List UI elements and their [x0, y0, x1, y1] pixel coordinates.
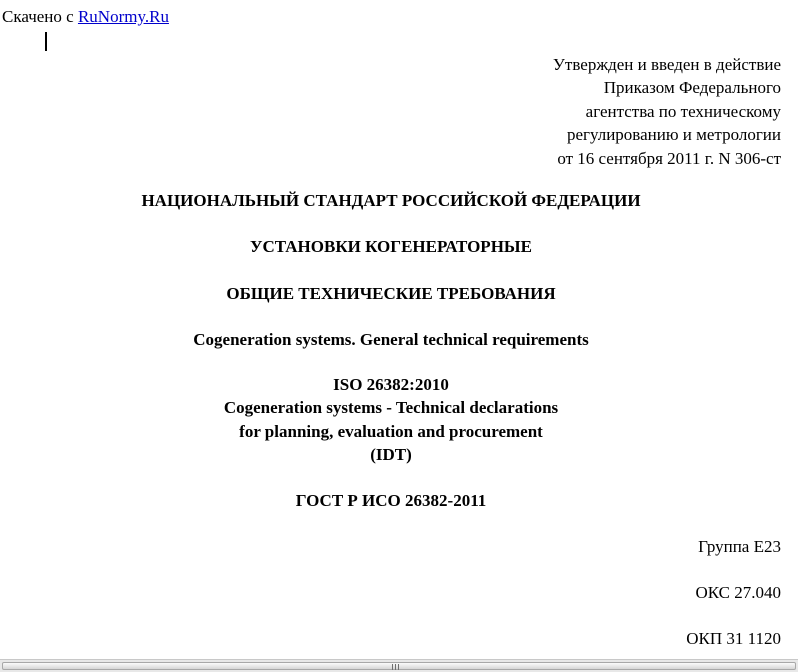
horizontal-scrollbar[interactable] — [0, 659, 798, 672]
approval-line: от 16 сентября 2011 г. N 306-ст — [557, 148, 781, 168]
iso-title-line: for planning, evaluation and procurement — [239, 421, 543, 441]
approval-block — [553, 53, 781, 170]
iso-reference-block — [0, 373, 782, 466]
english-title: Cogeneration systems. General technical requirements — [193, 330, 589, 349]
iso-equivalence: (IDT) — [370, 444, 412, 464]
source-line — [2, 7, 169, 27]
text-caret — [45, 32, 47, 51]
document-title-line2: ОБЩИЕ ТЕХНИЧЕСКИЕ ТРЕБОВАНИЯ — [226, 284, 556, 303]
group-code: Группа Е23 — [698, 537, 781, 556]
iso-number: ISO 26382:2010 — [333, 375, 449, 394]
scrollbar-thumb[interactable] — [2, 662, 796, 670]
national-standard-heading: НАЦИОНАЛЬНЫЙ СТАНДАРТ РОССИЙСКОЙ ФЕДЕРАЦИИ — [141, 191, 641, 210]
approval-line: агентства по техническому — [585, 101, 781, 121]
approval-line: регулированию и метрологии — [566, 125, 781, 145]
approval-line: Приказом Федерального — [603, 78, 781, 98]
source-link[interactable]: RuNormy.Ru — [77, 7, 169, 26]
gost-designation: ГОСТ Р ИСО 26382-2011 — [295, 491, 487, 510]
source-prefix: Скачено с — [2, 7, 78, 26]
grip-icon — [392, 664, 401, 670]
okp-code: ОКП 31 1120 — [686, 629, 781, 648]
iso-title-line: Cogeneration systems - Technical declarations — [223, 398, 559, 418]
document-title-line1: УСТАНОВКИ КОГЕНЕРАТОРНЫЕ — [250, 237, 532, 256]
approval-line: Утвержден и введен в действие — [552, 55, 781, 74]
oks-code: ОКС 27.040 — [695, 583, 781, 602]
